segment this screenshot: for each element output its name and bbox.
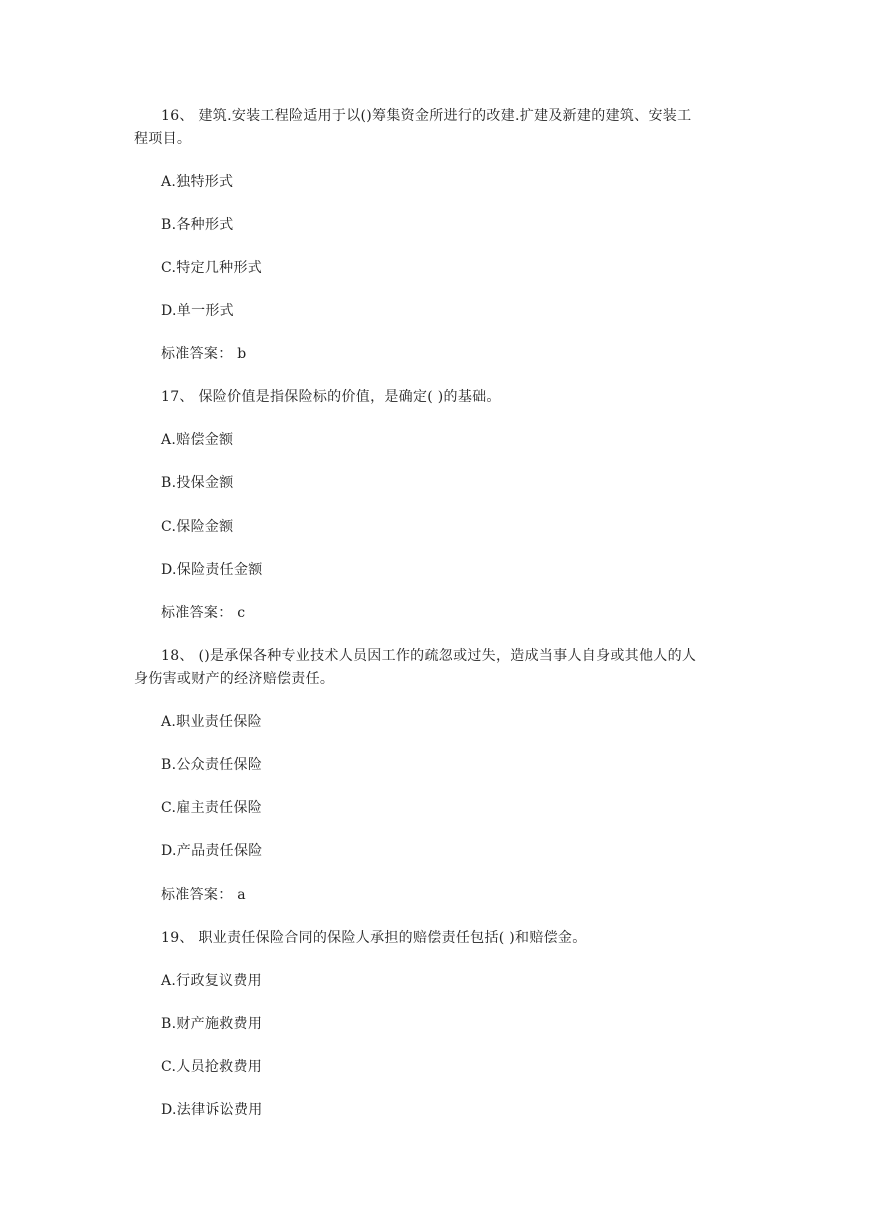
question-16-stem-line1: 16、 建筑.安装工程险适用于以()筹集资金所进行的改建.扩建及新建的建筑、安装工 xyxy=(161,108,692,124)
question-18-stem-line2: 身伤害或财产的经济赔偿责任。 xyxy=(134,671,335,687)
question-18-option-b: B.公众责任保险 xyxy=(161,757,263,773)
question-19-option-a: A.行政复议费用 xyxy=(161,973,262,989)
question-16-option-c: C.特定几种形式 xyxy=(161,260,263,276)
question-18-option-a: A.职业责任保险 xyxy=(161,714,262,730)
question-17-option-d: D.保险责任金额 xyxy=(161,562,263,578)
question-17-answer: 标准答案： c xyxy=(161,605,246,621)
question-19-option-b: B.财产施救费用 xyxy=(161,1016,263,1032)
question-18-answer: 标准答案： a xyxy=(161,887,246,903)
question-16-answer: 标准答案： b xyxy=(161,346,247,362)
question-18-stem-line1: 18、 ()是承保各种专业技术人员因工作的疏忽或过失，造成当事人自身或其他人的人 xyxy=(161,648,697,664)
question-19-stem-line1: 19、 职业责任保险合同的保险人承担的赔偿责任包括( )和赔偿金。 xyxy=(161,930,587,946)
question-19-option-d: D.法律诉讼费用 xyxy=(161,1102,263,1118)
question-17-option-b: B.投保金额 xyxy=(161,475,234,491)
question-18-option-d: D.产品责任保险 xyxy=(161,843,263,859)
question-17-stem-line1: 17、 保险价值是指保险标的价值，是确定( )的基础。 xyxy=(161,389,501,405)
question-18-option-c: C.雇主责任保险 xyxy=(161,800,263,816)
question-17-option-a: A.赔偿金额 xyxy=(161,432,234,448)
question-17-option-c: C.保险金额 xyxy=(161,519,234,535)
question-16-stem-line2: 程项目。 xyxy=(134,131,192,147)
question-16-option-b: B.各种形式 xyxy=(161,217,234,233)
question-16-option-a: A.独特形式 xyxy=(161,174,234,190)
question-19-option-c: C.人员抢救费用 xyxy=(161,1059,263,1075)
question-16-option-d: D.单一形式 xyxy=(161,303,234,319)
